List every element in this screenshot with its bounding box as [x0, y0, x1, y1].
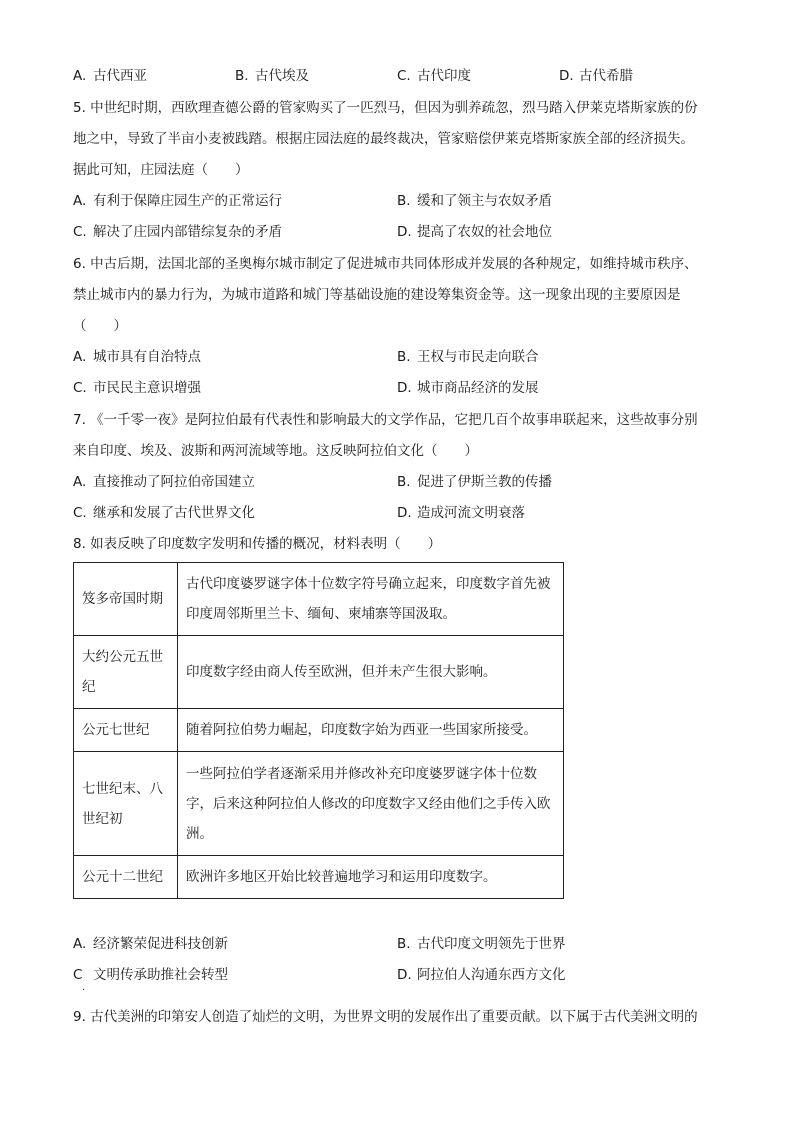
- q6-stem-line-2: 禁止城市内的暴力行为，为城市道路和城门等基础设施的建设筹集资金等。这一现象出现的主要原因是: [73, 287, 681, 303]
- q4-option-a[interactable]: A. 古代西亚: [73, 68, 147, 84]
- q5-stem-line-3: 据此可知，庄园法庭（ ）: [73, 162, 249, 178]
- india-numerals-table: [73, 562, 564, 899]
- table-row: [74, 636, 564, 709]
- q4-option-c[interactable]: C. 古代印度: [397, 68, 471, 84]
- table-row: [74, 856, 564, 899]
- q8-stem: 8. 如表反映了印度数字发明和传播的概况，材料表明（ ）: [73, 536, 442, 552]
- q6-option-a[interactable]: A. 城市具有自治特点: [73, 349, 201, 365]
- table-cell-era: 大约公元五世纪: [74, 636, 178, 709]
- q5-option-b[interactable]: B. 缓和了领主与农奴矛盾: [397, 193, 552, 209]
- q7-stem-line-2: 来自印度、埃及、波斯和两河流域等地。这反映阿拉伯文化（ ）: [73, 443, 478, 459]
- q5-option-d[interactable]: D. 提高了农奴的社会地位: [397, 224, 552, 240]
- q7-stem-line-1: 7. 《一千零一夜》是阿拉伯最有代表性和影响最大的文学作品，它把几百个故事串联起来，这些故事分别: [73, 412, 698, 428]
- q6-stem-line-3: （ ）: [73, 318, 127, 334]
- q8-option-c[interactable]: C 文明传承助推社会转型: [73, 967, 228, 983]
- q4-option-b[interactable]: B. 古代埃及: [235, 68, 309, 84]
- stray-mark: ·: [82, 985, 86, 996]
- q8-option-b[interactable]: B. 古代印度文明领先于世界: [397, 936, 566, 952]
- q5-stem-line-1: 5. 中世纪时期，西欧理查德公爵的管家购买了一匹烈马，但因为驯养疏忽，烈马踏入伊莱克塔斯家族的份: [73, 100, 698, 116]
- q8-option-a[interactable]: A. 经济繁荣促进科技创新: [73, 936, 228, 952]
- q7-option-c[interactable]: C. 继承和发展了古代世界文化: [73, 505, 255, 521]
- table-cell-desc: 随着阿拉伯势力崛起，印度数字始为西亚一些国家所接受。: [178, 709, 564, 752]
- table-cell-desc: 一些阿拉伯学者逐渐采用并修改补充印度婆罗谜字体十位数字，后来这种阿拉伯人修改的印度数字又经由他们之手传入欧洲。: [178, 752, 564, 856]
- q5-option-a[interactable]: A. 有利于保障庄园生产的正常运行: [73, 193, 282, 209]
- table-cell-era: 公元七世纪: [74, 709, 178, 752]
- table-cell-desc: 古代印度婆罗谜字体十位数字符号确立起来，印度数字首先被印度周邻斯里兰卡、缅甸、柬埔寨等国汲取。: [178, 563, 564, 636]
- q9-stem-line-1: 9. 古代美洲的印第安人创造了灿烂的文明，为世界文明的发展作出了重要贡献。以下属于古代美洲文明的: [73, 1009, 698, 1025]
- q6-stem-line-1: 6. 中古后期，法国北部的圣奥梅尔城市制定了促进城市共同体形成并发展的各种规定，如维持城市秩序、: [73, 256, 698, 272]
- q6-option-c[interactable]: C. 市民民主意识增强: [73, 380, 201, 396]
- table-cell-era: 笈多帝国时期: [74, 563, 178, 636]
- q6-option-d[interactable]: D. 城市商品经济的发展: [397, 380, 539, 396]
- table-row: [74, 709, 564, 752]
- q7-option-b[interactable]: B. 促进了伊斯兰教的传播: [397, 474, 552, 490]
- q5-stem-line-2: 地之中，导致了半亩小麦被践踏。根据庄园法庭的最终裁决，管家赔偿伊莱克塔斯家族全部的经济损失。: [73, 131, 694, 147]
- table-cell-era: 七世纪末、八世纪初: [74, 752, 178, 856]
- table-row: [74, 563, 564, 636]
- table-cell-desc: 印度数字经由商人传至欧洲，但并未产生很大影响。: [178, 636, 564, 709]
- table-row: [74, 752, 564, 856]
- table-cell-desc: 欧洲许多地区开始比较普遍地学习和运用印度数字。: [178, 856, 564, 899]
- q7-option-a[interactable]: A. 直接推动了阿拉伯帝国建立: [73, 474, 255, 490]
- table-cell-era: 公元十二世纪: [74, 856, 178, 899]
- q8-option-d[interactable]: D. 阿拉伯人沟通东西方文化: [397, 967, 566, 983]
- q5-option-c[interactable]: C. 解决了庄园内部错综复杂的矛盾: [73, 224, 282, 240]
- q7-option-d[interactable]: D. 造成河流文明衰落: [397, 505, 525, 521]
- q6-option-b[interactable]: B. 王权与市民走向联合: [397, 349, 539, 365]
- q4-option-d[interactable]: D. 古代希腊: [559, 68, 633, 84]
